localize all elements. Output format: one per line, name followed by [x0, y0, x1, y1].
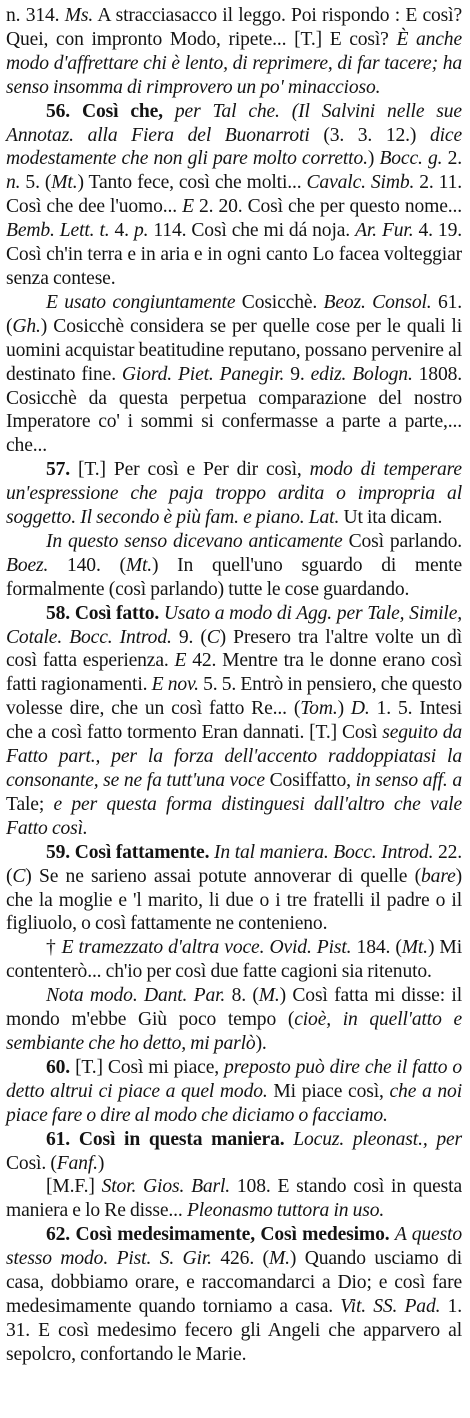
text-run: 5. ( [20, 172, 52, 194]
text-run: Mt. [401, 937, 428, 959]
text-run: Boez. [6, 554, 49, 576]
text-run: Bocc. g. [379, 148, 443, 170]
entry-paragraph-59 [6, 841, 462, 937]
text-run: ) Cosicchè considera se per quelle cose per le quali li uomini acquistar beatitudine reputano, possano pervenire al destinato fine. [6, 315, 462, 385]
text-run: E [182, 196, 194, 218]
text-run: [M.F.] [46, 1176, 102, 1198]
text-run: 9. [284, 363, 311, 385]
text-run: C [206, 626, 220, 648]
text-run: Giord. Piet. Panegir. [121, 363, 285, 385]
text-run: E [174, 650, 187, 672]
text-run: [T.] Per così e Per dir così, [78, 459, 310, 481]
entry-number: 57. [46, 459, 79, 481]
text-run: p. [133, 220, 149, 242]
entry-paragraph-61 [6, 1128, 462, 1176]
text-run: bare [421, 865, 456, 887]
text-run: E nov. [151, 674, 199, 696]
entry-paragraph-57b [6, 530, 462, 602]
text-run: 1808. Cosicchè da questa perpetua comparazione del nostro Imperatore co' i sommi si confermasse a parte a parte,... che... [6, 363, 462, 457]
text-run: Mt. [125, 554, 153, 576]
text-run: in senso aff. a [355, 770, 463, 791]
text-run: Ms. [64, 5, 94, 26]
text-run: n. 314. [6, 5, 65, 26]
text-run: 184. ( [351, 937, 402, 959]
text-run: E usato congiuntamente [46, 291, 236, 313]
text-run: M. [268, 1248, 290, 1270]
text-run: ) Presero tra l'altre volte un dì così fatta esperienza. [6, 626, 462, 672]
text-run: 42. Mentre tra le donne erano così fatti ragionamenti. [6, 650, 462, 696]
text-run: 61. ( [6, 291, 462, 337]
text-run: 22. ( [6, 841, 463, 887]
text-run: 4. 19. Così ch'in terra e in aria e in ogni canto Lo facea volteggiar senza contese. [6, 220, 462, 289]
text-run: Tom. [300, 698, 338, 720]
text-run: Così. ( [6, 1152, 57, 1174]
text-run [285, 1129, 294, 1150]
text-run: Gh. [12, 315, 41, 337]
text-run: Locuz. pleonast., per [293, 1128, 463, 1150]
text-run: Pleonasmo tuttora in uso. [186, 1200, 385, 1222]
text-run: 1. 31. E così medesimo fecero gli Angeli che apparvero al sepolcro, confortando le Marie. [6, 1295, 462, 1365]
entry-paragraph-59c [6, 984, 462, 1056]
text-run: per Tal che. (Il Salvini nelle sue Annotaz. alla Fiera del Buonarroti [6, 100, 462, 146]
text-run: ediz. Bologn. [310, 363, 413, 385]
text-run: Così parlando. [342, 530, 462, 552]
headword: Così medesimamente, Così medesimo. [75, 1224, 390, 1246]
text-run: A stracciasacco il leggo. Poi rispondo : E così? Quei, con impronto Modo, ripete... [T.] E così? [6, 5, 462, 50]
text-run: 2. [442, 148, 462, 170]
text-run: modo di temperare un'espressione che paja troppo ardita o impropria al soggetto. Il secondo è più fam. e piano. Lat. [6, 459, 462, 529]
entry-paragraph-56b [6, 291, 462, 458]
text-run: 8. ( [225, 985, 259, 1007]
text-run: ) [367, 148, 380, 170]
text-run: M. [258, 985, 280, 1007]
text-run: 2. 11. Così che dee l'uomo... [6, 172, 462, 218]
entry-paragraph-62 [6, 1223, 462, 1366]
text-run: [T.] Così mi piace, [75, 1056, 224, 1078]
text-run: E tramezzato d'altra voce. Ovid. Pist. [61, 937, 352, 959]
text-run: n. [6, 172, 21, 194]
text-run: Fanf. [56, 1152, 98, 1174]
entry-paragraph-56 [6, 100, 462, 291]
text-run: Cosiffatto, [264, 770, 356, 791]
text-run: ) Così fatta mi disse: il mondo m'ebbe Giù poco tempo ( [6, 985, 462, 1031]
text-run: ) Mi contenterò... ch'io per così due fatte cagioni sia ritenuto. [6, 937, 462, 983]
text-run: Stor. Gios. Barl. [101, 1176, 231, 1198]
text-run: Bemb. Lett. t. [6, 220, 110, 242]
entry-number: 58. [46, 602, 75, 624]
headword: Così fattamente. [74, 841, 210, 863]
text-run: 5. 5. Entrò in pensiero, che questo volesse dire, che un così fatto Re... ( [6, 674, 463, 720]
text-run: ) che la moglie e 'l marito, li due o i tre fratelli il padre o il figliuolo, o così fattamente ne contenieno. [6, 865, 462, 935]
text-run: 4. [109, 220, 134, 242]
text-run: ) Tanto fece, così che molti... [77, 172, 307, 194]
entry-paragraph-61b [6, 1175, 462, 1223]
text-run: 140. ( [48, 554, 126, 576]
text-run: C [12, 865, 26, 887]
text-run: seguito da Fatto part., per la forza dell'accento raddoppiatasi la consonante, se ne fa tutt'una voce [6, 722, 463, 791]
text-run: Ut ita dicam. [339, 507, 443, 529]
text-run: cioè, in quell'atto e sembiante che ho detto, mi parlò [6, 1009, 462, 1054]
text-run: ) Quando usciamo di casa, dobbiamo orare, e raccomandarci a Dio; e così fare medesimamente quando torniamo a casa. [6, 1248, 462, 1317]
entry-paragraph-57 [6, 458, 462, 530]
text-run: Cavalc. Simb. [306, 172, 415, 194]
entry-number: 61. [46, 1128, 79, 1150]
entry-number: 62. [46, 1224, 76, 1246]
text-run: preposto può dire che il fatto o detto altrui ci piace a quel modo. [6, 1056, 463, 1102]
entry-number: 59. [46, 841, 75, 863]
text-run: Cosicchè. [235, 291, 324, 313]
text-run: (3. 3. 12.) [309, 124, 430, 146]
entry-paragraph-60 [6, 1056, 462, 1128]
text-run: D. [350, 698, 370, 720]
text-run: In questo senso dicevano anticamente [46, 530, 343, 552]
text-run: ) Se ne sarieno assai potute annoverar di quelle ( [25, 865, 422, 887]
text-run: Tale; [6, 793, 54, 815]
text-run: ) [337, 698, 351, 720]
text-run: Usato a modo di Agg. per Tale, Simile, Cotale. Bocc. Introd. [6, 602, 462, 648]
entry-paragraph-cont [6, 4, 462, 100]
text-run: Ar. Fur. [355, 220, 414, 242]
text-run: In tal maniera. Bocc. Introd. [214, 841, 434, 863]
text-run: È anche modo d'affrettare chi è lento, di reprimere, di far tacere; ha senso insomma di rimprovero un po' minaccioso. [6, 28, 462, 98]
headword: Così fatto. [74, 602, 160, 624]
text-run: 1. 5. Intesi che a così fatto tormento Eran dannati. [T.] Così [6, 698, 462, 744]
text-run: A questo stesso modo. Pist. S. Gir. [6, 1224, 462, 1270]
text-run: ) In quell'uno sguardo di mente formalmente (così parlando) tutte le cose guardando. [6, 554, 463, 600]
text-run: ). [255, 1032, 267, 1054]
entry-paragraph-58 [6, 602, 462, 841]
text-run: che a noi piace fare o dire al modo che diciamo o facciamo. [6, 1080, 462, 1126]
text-run: Vit. SS. Pad. [340, 1295, 441, 1317]
entry-number: 56. [46, 100, 82, 122]
text-run: Beoz. Consol. [323, 291, 432, 313]
text-run: 426. ( [211, 1248, 269, 1270]
text-run: Nota modo. Dant. Par. [46, 985, 226, 1007]
text-run: 114. Così che mi dá noja. [148, 220, 356, 242]
text-run: e per questa forma distinguesi dall'altro che vale Fatto così. [6, 793, 462, 839]
text-run: Mt. [51, 172, 78, 194]
text-run: † [46, 937, 62, 959]
entry-paragraph-59b [6, 936, 462, 984]
headword: Così in questa maniera. [78, 1128, 285, 1150]
entry-number: 60. [46, 1056, 76, 1078]
headword: Così che, [81, 100, 163, 122]
text-run: 108. E stando così in questa maniera e lo Re disse... [6, 1176, 462, 1222]
text-run: 9. ( [171, 626, 207, 648]
text-run: 2. 20. Così che per questo nome... [193, 196, 462, 218]
text-run: dice modestamente che non gli pare molto corretto. [6, 124, 462, 170]
text-run: Mi piace così, [267, 1080, 390, 1102]
text-run: ) [97, 1152, 105, 1174]
